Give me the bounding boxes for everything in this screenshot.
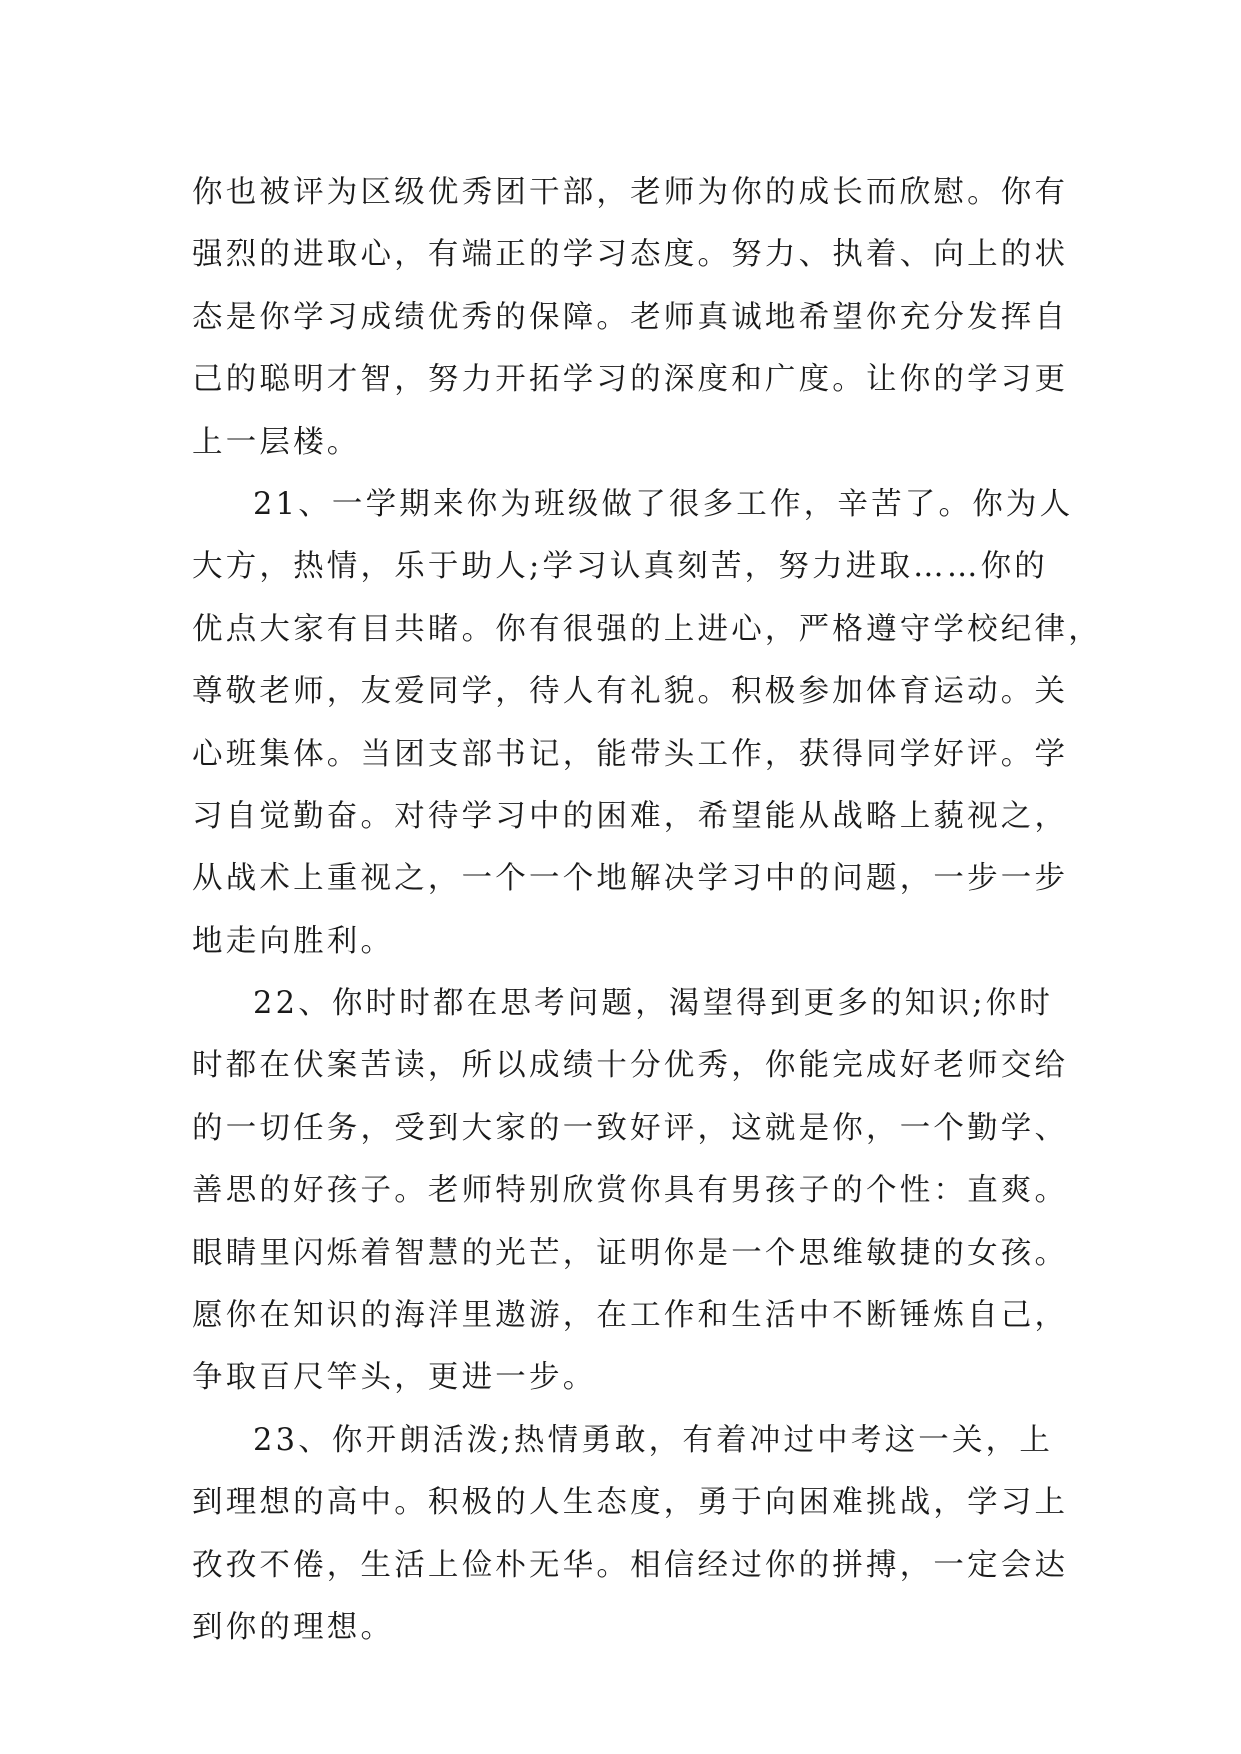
- text-line: 愿你在知识的海洋里遨游，在工作和生活中不断锤炼自己，: [192, 1298, 1069, 1334]
- text-line: 心班集体。当团支部书记，能带头工作，获得同学好评。学: [192, 736, 1069, 772]
- text-line: 优点大家有目共睹。你有很强的上进心，严格遵守学校纪律，: [192, 611, 1102, 647]
- text-line: 你也被评为区级优秀团干部，老师为你的成长而欣慰。你有: [192, 175, 1069, 210]
- text-line: 眼睛里闪烁着智慧的光芒，证明你是一个思维敏捷的女孩。: [192, 1235, 1069, 1271]
- text-line: 强烈的进取心，有端正的学习态度。努力、执着、向上的状: [192, 237, 1069, 273]
- text-line: 大方，热情，乐于助人;学习认真刻苦，努力进取……你的: [192, 549, 1048, 585]
- text-line: 上一层楼。: [192, 424, 361, 460]
- paragraph: [192, 162, 1069, 474]
- text-line: 22、你时时都在思考问题，渴望得到更多的知识;你时: [253, 986, 1054, 1022]
- text-line: 时都在伏案苦读，所以成绩十分优秀，你能完成好老师交给: [192, 1048, 1069, 1084]
- text-line: 从战术上重视之，一个一个地解决学习中的问题，一步一步: [192, 861, 1069, 897]
- text-line: 到理想的高中。积极的人生态度，勇于向困难挑战，学习上: [192, 1485, 1069, 1521]
- text-line: 21、一学期来你为班级做了很多工作，辛苦了。你为人: [253, 486, 1074, 522]
- text-line: 己的聪明才智，努力开拓学习的深度和广度。让你的学习更: [192, 362, 1069, 398]
- paragraph: [192, 973, 1069, 1410]
- text-line: 的一切任务，受到大家的一致好评，这就是你，一个勤学、: [192, 1110, 1069, 1146]
- text-line: 尊敬老师，友爱同学，待人有礼貌。积极参加体育运动。关: [192, 674, 1069, 710]
- text-line: 习自觉勤奋。对待学习中的困难，希望能从战略上藐视之，: [192, 798, 1069, 834]
- text-line: 到你的理想。: [192, 1609, 395, 1645]
- text-line: 孜孜不倦，生活上俭朴无华。相信经过你的拼搏，一定会达: [192, 1547, 1069, 1583]
- text-line: 态是你学习成绩优秀的保障。老师真诚地希望你充分发挥自: [192, 299, 1069, 335]
- document-body: [192, 162, 1102, 1659]
- text-line: 争取百尺竿头，更进一步。: [192, 1360, 597, 1396]
- text-line: 善思的好孩子。老师特别欣赏你具有男孩子的个性：直爽。: [192, 1173, 1069, 1209]
- text-line: 地走向胜利。: [192, 923, 395, 959]
- text-line: 23、你开朗活泼;热情勇敢，有着冲过中考这一关，上: [253, 1422, 1054, 1458]
- paragraph: [192, 474, 1102, 973]
- paragraph: [192, 1410, 1069, 1660]
